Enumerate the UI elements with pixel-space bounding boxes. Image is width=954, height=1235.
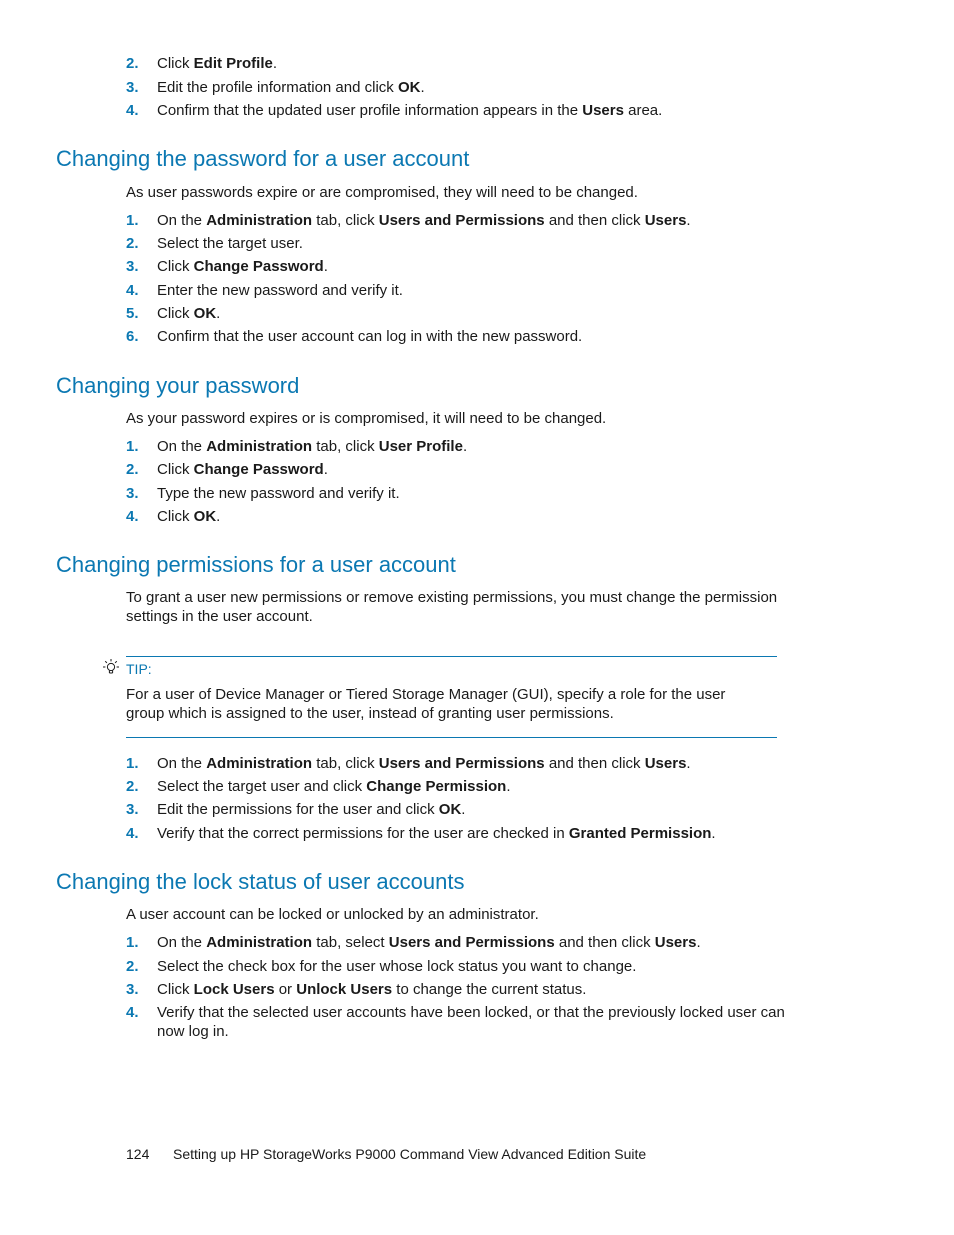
ui-term: Administration <box>206 212 313 229</box>
ui-term: OK <box>193 508 217 525</box>
step-text-run: On the <box>157 934 207 951</box>
ui-term: Users and Permissions <box>378 212 545 229</box>
footer-title: Setting up HP StorageWorks P9000 Command View Advanced Edition Suite <box>173 1146 647 1162</box>
step-text <box>157 933 787 952</box>
step-number: 6. <box>126 328 139 345</box>
step-text-run: . <box>272 55 278 72</box>
ui-term: Granted Permission <box>568 825 712 842</box>
step-text-run: or <box>274 981 297 998</box>
step-text <box>157 1003 787 1041</box>
step-text-run: to change the current status. <box>392 981 587 998</box>
step-number: 4. <box>126 1004 139 1021</box>
tip-text: For a user of Device Manager or Tiered Storage Manager (GUI), specify a role for the user group which is assigned to the user, instead of granting user permissions. <box>126 686 726 722</box>
step-text <box>157 777 787 796</box>
ui-term: Change Permission <box>366 778 507 795</box>
step-text <box>157 78 787 97</box>
step-number: 3. <box>126 801 139 818</box>
step-text-run: Verify that the correct permissions for the user are checked in <box>157 825 569 842</box>
step-text-run: Click <box>157 461 194 478</box>
step-text-run: Click <box>157 55 194 72</box>
heading-your-password: Changing your password <box>56 373 300 398</box>
step-text-run: tab, click <box>312 438 379 455</box>
step-number: 2. <box>126 958 139 975</box>
step-text-run: . <box>696 934 701 951</box>
step-text-run: tab, click <box>312 212 379 229</box>
step-number: 3. <box>126 981 139 998</box>
step-text-run: tab, click <box>312 755 379 772</box>
step-text <box>157 304 787 323</box>
step-text <box>157 281 787 300</box>
step-text <box>157 101 787 120</box>
step-text-run: area. <box>623 102 663 119</box>
step-text-run: . <box>420 79 425 96</box>
step-number: 3. <box>126 485 139 502</box>
step-text <box>157 980 787 999</box>
lightbulb-icon <box>101 658 121 678</box>
step-text <box>157 754 787 773</box>
step-text-run: Select the check box for the user whose lock status you want to change. <box>157 958 637 975</box>
ui-term: Administration <box>206 934 313 951</box>
step-text-run: . <box>216 508 221 525</box>
para-your-password: As your password expires or is compromised, it will need to be changed. <box>126 410 607 427</box>
step-number: 4. <box>126 282 139 299</box>
ui-term: Users and Permissions <box>378 755 545 772</box>
para-lock-status: A user account can be locked or unlocked by an administrator. <box>126 906 539 923</box>
step-text <box>157 234 787 253</box>
step-text-run: . <box>323 258 328 275</box>
heading-lock-status: Changing the lock status of user accounts <box>56 869 465 894</box>
para-permissions: To grant a user new permissions or remove existing permissions, you must change the permission settings in the user account. <box>126 589 778 625</box>
step-text-run: . <box>686 212 691 229</box>
page-number: 124 <box>126 1146 150 1162</box>
para-password-user-account: As user passwords expire or are compromised, they will need to be changed. <box>126 184 638 201</box>
tip-top-rule <box>126 656 777 657</box>
step-number: 2. <box>126 778 139 795</box>
step-text-run: Confirm that the user account can log in with the new password. <box>157 328 583 345</box>
step-text <box>157 257 787 276</box>
step-text-run: Edit the permissions for the user and click <box>157 801 439 818</box>
step-text-run: On the <box>157 755 207 772</box>
step-number: 3. <box>126 258 139 275</box>
step-text-run: tab, select <box>312 934 389 951</box>
step-text-run: . <box>323 461 328 478</box>
step-text-run: . <box>461 801 466 818</box>
ui-term: User Profile <box>378 438 463 455</box>
step-number: 3. <box>126 79 139 96</box>
ui-term: Lock Users <box>193 981 275 998</box>
step-number: 4. <box>126 825 139 842</box>
step-text-run: and then click <box>554 934 655 951</box>
tip-label: TIP: <box>126 661 152 677</box>
step-number: 4. <box>126 508 139 525</box>
ui-term: Users <box>582 102 624 119</box>
step-number: 1. <box>126 438 139 455</box>
ui-term: Users <box>644 212 687 229</box>
step-text-run: . <box>506 778 511 795</box>
step-text-run: Select the target user and click <box>157 778 367 795</box>
step-text <box>157 824 787 843</box>
step-text <box>157 507 787 526</box>
step-number: 2. <box>126 235 139 252</box>
step-text-run: Verify that the selected user accounts have been locked, or that the previously locked user can now log in. <box>157 1004 785 1040</box>
step-text-run: Type the new password and verify it. <box>157 485 400 502</box>
step-number: 4. <box>126 102 139 119</box>
ui-term: Administration <box>206 755 313 772</box>
step-text-run: On the <box>157 438 207 455</box>
step-number: 1. <box>126 934 139 951</box>
step-text-run: Select the target user. <box>157 235 303 252</box>
step-text <box>157 484 787 503</box>
step-text-run: and then click <box>544 212 645 229</box>
ui-term: Edit Profile <box>193 55 273 72</box>
step-number: 2. <box>126 55 139 72</box>
ui-term: Users and Permissions <box>388 934 555 951</box>
step-number: 2. <box>126 461 139 478</box>
step-number: 1. <box>126 755 139 772</box>
ui-term: OK <box>438 801 462 818</box>
step-text-run: Click <box>157 305 194 322</box>
heading-password-user-account: Changing the password for a user account <box>56 146 470 171</box>
step-text-run: . <box>462 438 468 455</box>
step-text-run: Enter the new password and verify it. <box>157 282 403 299</box>
ui-term: Unlock Users <box>296 981 393 998</box>
step-text-run: . <box>686 755 691 772</box>
tip-bottom-rule <box>126 737 777 738</box>
heading-permissions: Changing permissions for a user account <box>56 552 456 577</box>
step-text <box>157 54 787 73</box>
step-number: 5. <box>126 305 139 322</box>
step-text-run: Click <box>157 981 194 998</box>
step-text-run: Click <box>157 508 194 525</box>
step-text-run: Click <box>157 258 194 275</box>
step-text <box>157 211 787 230</box>
step-text-run: On the <box>157 212 207 229</box>
step-text-run: . <box>711 825 716 842</box>
ui-term: Change Password <box>193 461 324 478</box>
step-number: 1. <box>126 212 139 229</box>
step-text <box>157 327 787 346</box>
step-text <box>157 437 787 456</box>
ui-term: Users <box>644 755 687 772</box>
step-text <box>157 957 787 976</box>
ui-term: Users <box>654 934 697 951</box>
ui-term: OK <box>193 305 217 322</box>
step-text <box>157 800 787 819</box>
step-text <box>157 460 787 479</box>
ui-term: OK <box>397 79 421 96</box>
step-text-run: Confirm that the updated user profile information appears in the <box>157 102 583 119</box>
step-text-run: . <box>216 305 221 322</box>
ui-term: Administration <box>206 438 313 455</box>
ui-term: Change Password <box>193 258 324 275</box>
step-text-run: and then click <box>544 755 645 772</box>
step-text-run: Edit the profile information and click <box>157 79 398 96</box>
